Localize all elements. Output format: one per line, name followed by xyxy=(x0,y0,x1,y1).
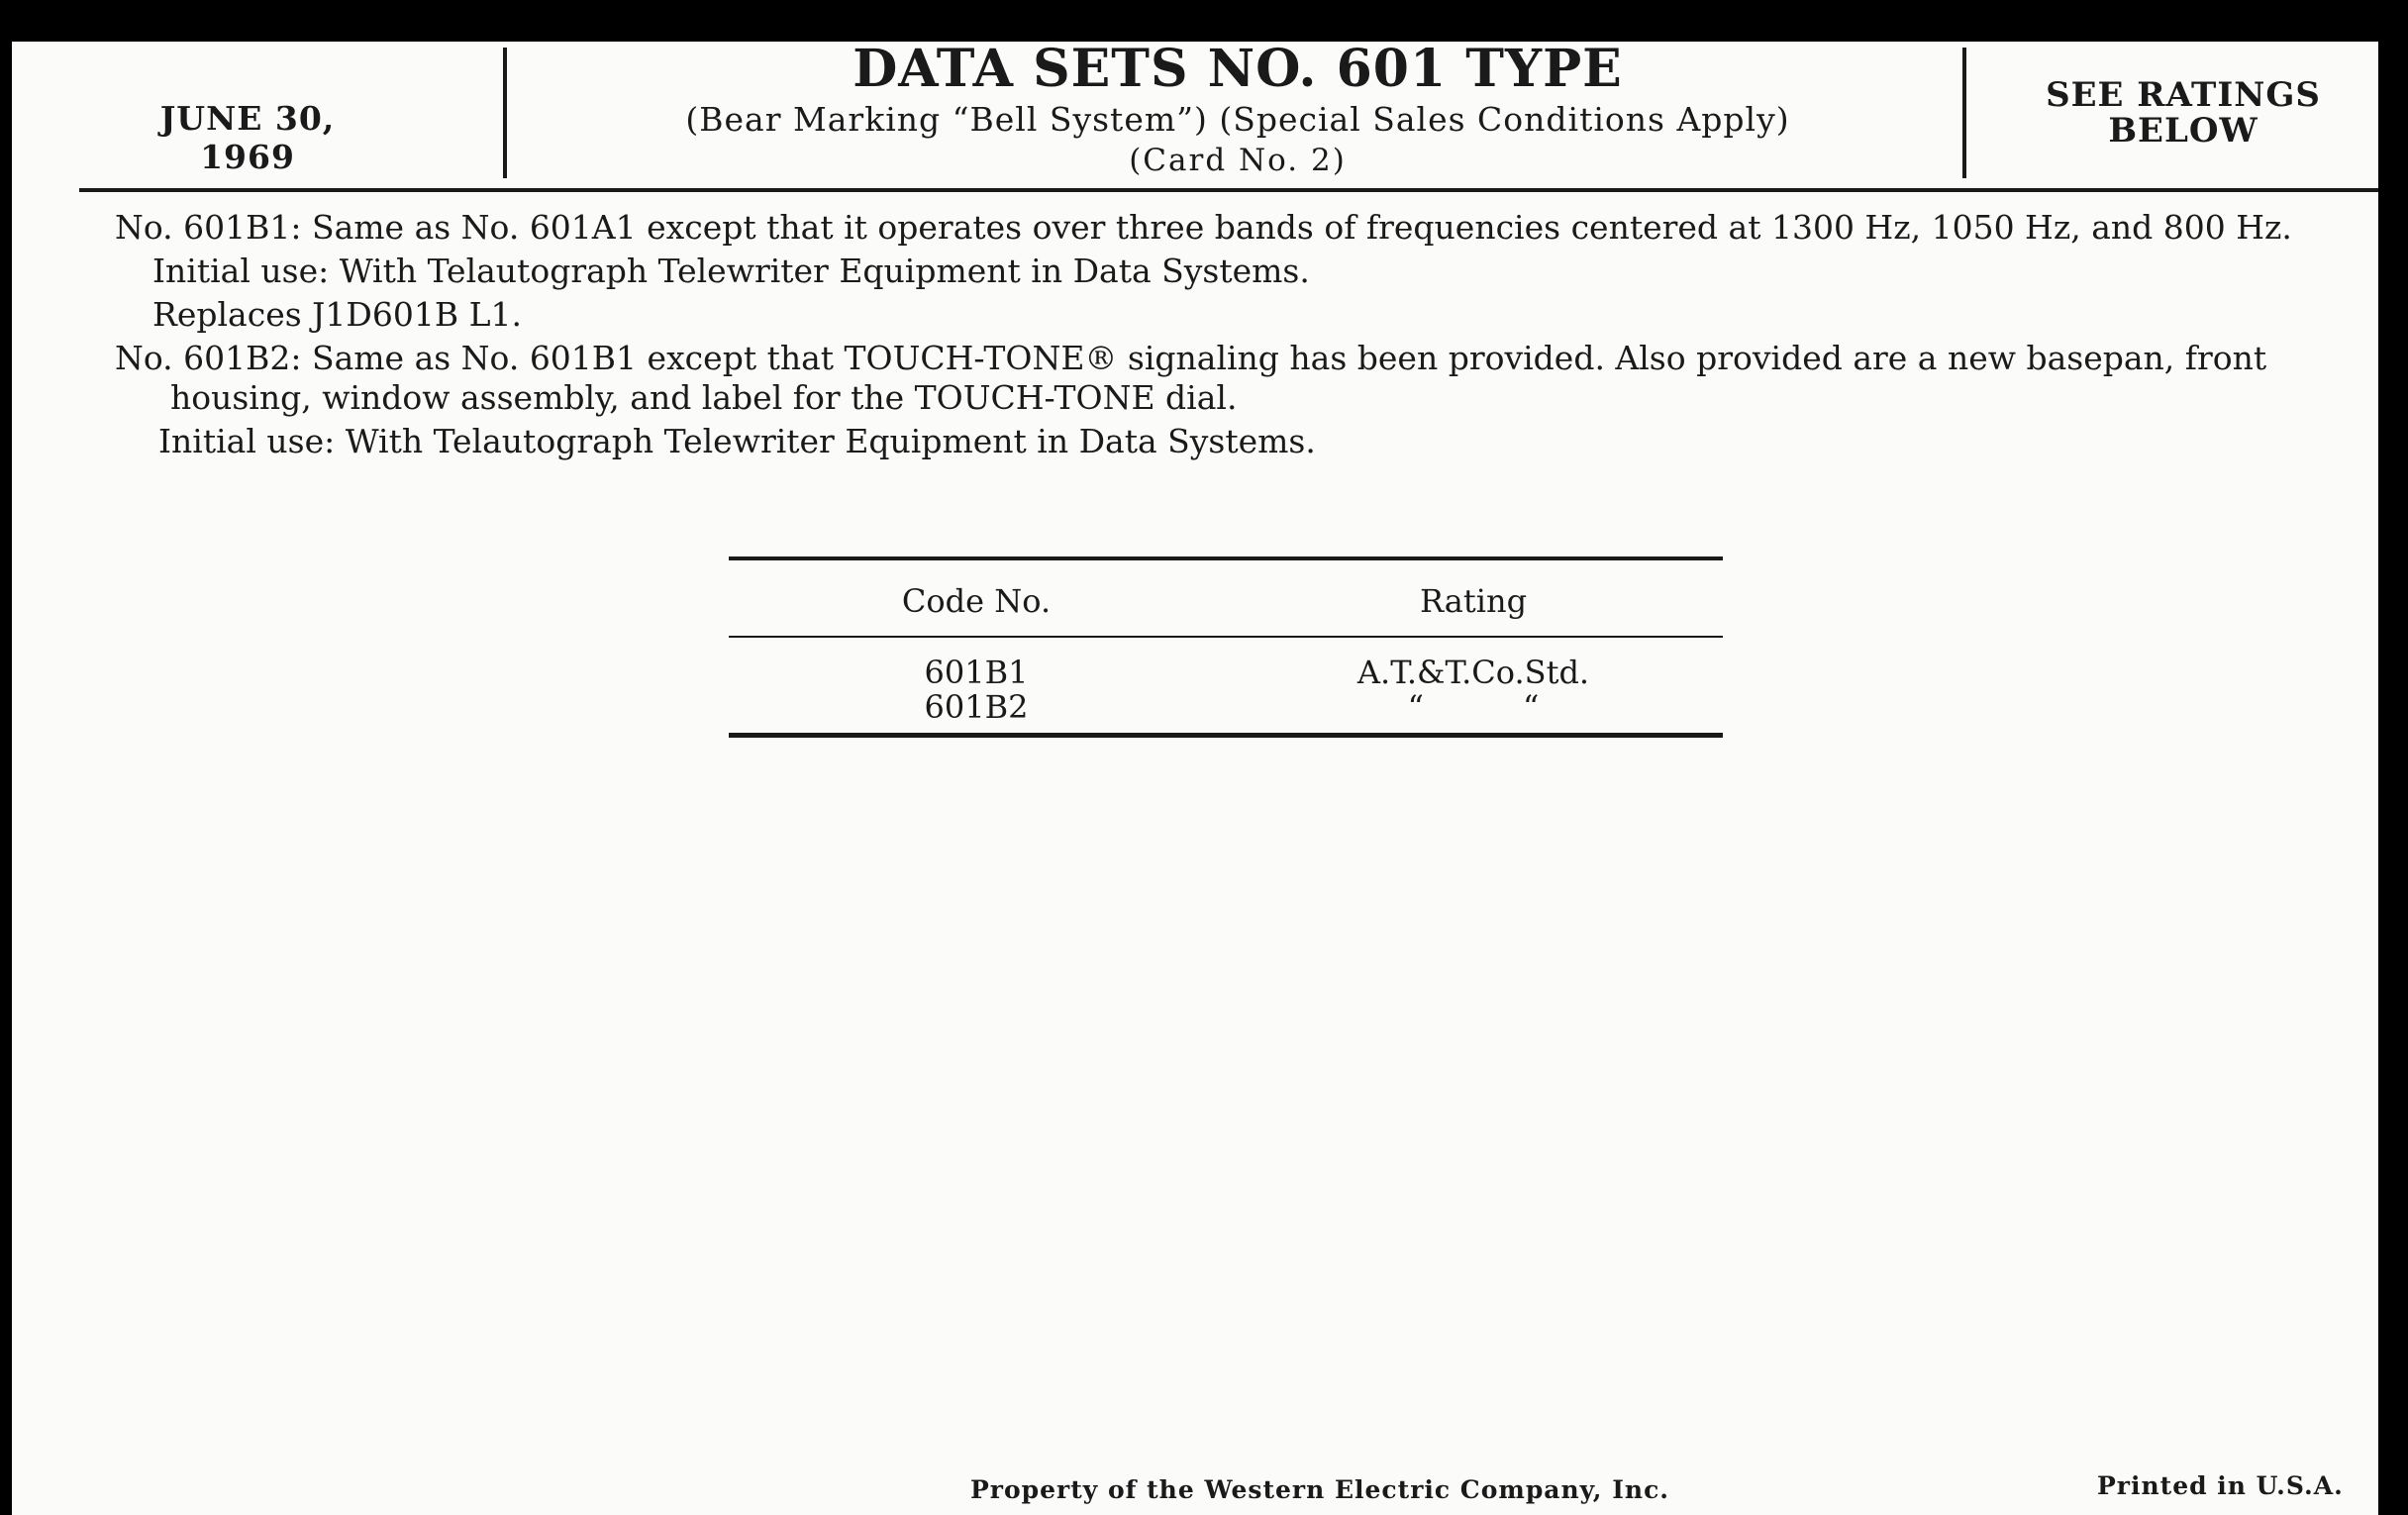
header-divider-left xyxy=(503,48,507,178)
issue-date: JUNE 30, 1969 xyxy=(159,99,336,176)
rating-note: SEE RATINGS BELOW xyxy=(2046,75,2321,151)
entry-601b1-replaces: Replaces J1D601B L1. xyxy=(152,295,522,334)
page-title: DATA SETS NO. 601 TYPE xyxy=(853,39,1623,99)
scan-border xyxy=(2378,0,2408,1515)
header-center xyxy=(515,40,1960,180)
table-bottom-rule xyxy=(729,733,1723,738)
table-cell-rating-ditto xyxy=(1224,690,1723,725)
entry-601b2-description-cont: housing, window assembly, and label for the TOUCH-TONE dial. xyxy=(170,378,1238,417)
table-cell-code: 601B2 xyxy=(924,688,1029,726)
ditto-mark: “ xyxy=(1523,688,1540,726)
column-header-code: Code No. xyxy=(901,582,1052,620)
printed-notice: Printed in U.S.A. xyxy=(2097,1471,2344,1500)
table-header-row xyxy=(729,560,1723,636)
entry-601b1-initial-use: Initial use: With Telautograph Telewriter Equipment in Data Systems. xyxy=(152,252,1310,290)
header-rule xyxy=(79,188,2378,192)
page-subtitle: (Bear Marking “Bell System”) (Special Sales Conditions Apply) xyxy=(685,100,1790,139)
table-cell-code: 601B1 xyxy=(924,654,1029,691)
entry-601b2-description: No. 601B2: Same as No. 601B1 except that TOUCH-TONE® signaling has been provided. Also provided are a new basepan, front xyxy=(115,339,2267,377)
column-header-rating: Rating xyxy=(1419,582,1528,620)
ratings-table xyxy=(729,556,1723,738)
header-divider-right xyxy=(1962,48,1966,178)
property-notice: Property of the Western Electric Company, Inc. xyxy=(970,1475,1670,1504)
entry-601b1-description: No. 601B1: Same as No. 601A1 except that it operates over three bands of frequencies centered at 1300 Hz, 1050 Hz, and 800 Hz. xyxy=(115,208,2292,247)
ditto-mark: “ xyxy=(1407,688,1424,726)
rating-column xyxy=(1224,656,1723,725)
table-body xyxy=(729,638,1723,733)
entry-601b2-initial-use: Initial use: With Telautograph Telewriter Equipment in Data Systems. xyxy=(158,422,1316,460)
code-column xyxy=(729,656,1224,725)
table-cell-rating: A.T.&T.Co.Std. xyxy=(1356,654,1590,691)
card-number: (Card No. 2) xyxy=(1129,143,1347,178)
entries-section xyxy=(115,208,2353,461)
